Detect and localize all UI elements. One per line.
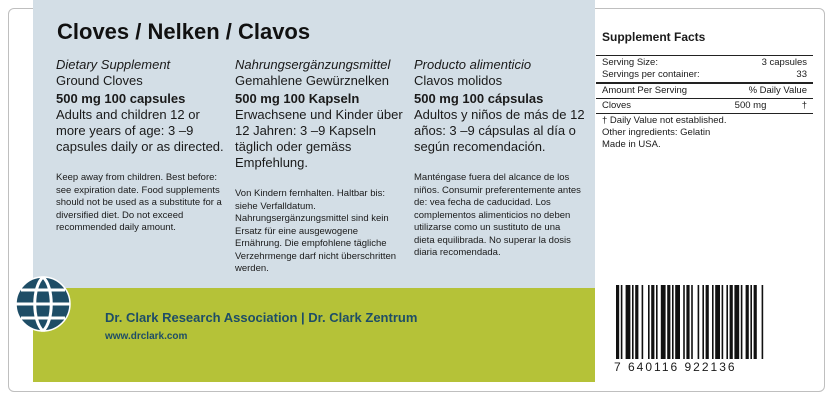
barcode-bar [746, 285, 749, 359]
category-spanish: Producto alimenticio [414, 57, 532, 72]
barcode-bar [656, 285, 658, 359]
serving-size-label: Serving Size: [602, 57, 658, 68]
barcode-bar [706, 285, 709, 359]
supplement-facts [596, 30, 813, 151]
barcode-bar [702, 285, 704, 359]
barcode-bar [672, 285, 674, 359]
barcode-bar [750, 285, 752, 359]
barcode-bar [712, 285, 714, 359]
english-column [56, 57, 228, 155]
german-column [235, 57, 407, 171]
barcode-bar [667, 285, 670, 359]
barcode-bar [683, 285, 685, 359]
product-name-spanish: Clavos molidos [414, 73, 503, 88]
facts-rule [596, 55, 813, 56]
barcode-bar [686, 285, 689, 359]
barcode-bar [675, 285, 680, 359]
warning-german: Von Kindern fernhalten. Haltbar bis: siehe Verfalldatum. Nahrungsergänzungsmittel sind kein Ersatz für eine ausgewogene Ernährung. Die empfohlene tägliche Verzehrmenge darf nicht überschritten werden. [235, 188, 397, 274]
barcode-bar [691, 285, 693, 359]
serving-size-value: 3 capsules [761, 57, 807, 68]
ingredient-amount: 500 mg [734, 100, 767, 111]
barcode-bar [632, 285, 634, 359]
barcode-bar [626, 285, 631, 359]
ingredient-amount-group [735, 100, 807, 112]
directions-german: Erwachsene und Kinder über 12 Jahren: 3 –9 Kapseln täglich oder gemäss Empfehlung. [235, 107, 403, 170]
spanish-column [414, 57, 586, 155]
amount-header-row [596, 85, 813, 97]
barcode-bar [698, 285, 700, 359]
barcode-bar [722, 285, 724, 359]
warning-spanish: Manténgase fuera del alcance de los niños. Consumir preferentemente antes de: vea fecha de caducidad. Los complementos alimenticios no deben utilizarse como un sustituto de una dieta equilibrada. No superar la dosis diaria recomendada. [414, 172, 581, 258]
amount-header: Amount Per Serving [602, 85, 688, 96]
barcode-bar [754, 285, 757, 359]
servings-per-container-row [596, 69, 813, 81]
barcode-bar [762, 285, 764, 359]
brand-name: Dr. Clark Research Association | Dr. Clark Zentrum [105, 310, 418, 325]
quantity-german: 500 mg 100 Kapseln [235, 91, 360, 106]
supplement-facts-title: Supplement Facts [602, 30, 706, 44]
quantity-spanish: 500 mg 100 cápsulas [414, 91, 544, 106]
barcode-number: 7 640116 922136 [614, 360, 737, 374]
category-english: Dietary Supplement [56, 57, 171, 72]
product-name-english: Ground Cloves [56, 73, 143, 88]
directions-english: Adults and children 12 or more years of age: 3 –9 capsules daily or as directed. [56, 107, 224, 154]
directions-spanish: Adultos y niños de más de 12 años: 3 –9 cápsulas al día o según recomendación. [414, 107, 585, 154]
servings-value: 33 [796, 69, 807, 80]
barcode [614, 285, 815, 359]
facts-rule [596, 98, 813, 99]
facts-rule [596, 113, 813, 114]
ingredient-row [596, 100, 813, 112]
barcode-bar [621, 285, 623, 359]
quantity-english: 500 mg 100 capsules [56, 91, 186, 106]
other-ingredients: Other ingredients: Gelatin [602, 127, 711, 138]
barcode-bar [635, 285, 638, 359]
daily-value-footnote: † Daily Value not established. [602, 115, 727, 126]
serving-size-row [596, 57, 813, 69]
servings-label: Servings per container: [602, 69, 700, 80]
product-name-german: Gemahlene Gewürznelken [235, 73, 389, 88]
barcode-bar [661, 285, 666, 359]
globe-icon [14, 275, 72, 333]
warning-english: Keep away from children. Best before: see expiration date. Food supplements should not be used as a substitute for a diversified diet. Do not exceed recommended daily amount. [56, 172, 222, 233]
barcode-bar [734, 285, 739, 359]
daily-value-header: % Daily Value [748, 85, 807, 96]
category-german: Nahrungsergänzungsmittel [235, 57, 391, 72]
made-in: Made in USA. [602, 139, 661, 150]
ingredient-name: Cloves [602, 100, 632, 111]
barcode-bar [730, 285, 733, 359]
barcode-bar [616, 285, 619, 359]
website-link[interactable]: www.drclark.com [105, 331, 188, 342]
barcode-bar [642, 285, 644, 359]
product-title: Cloves / Nelken / Clavos [57, 19, 311, 44]
barcode-bar [651, 285, 654, 359]
barcode-bar [715, 285, 720, 359]
barcode-bar [648, 285, 650, 359]
facts-rule-thick [596, 82, 813, 84]
barcode-bar [741, 285, 743, 359]
ingredient-daily-value: † [801, 100, 807, 111]
barcode-bar [726, 285, 728, 359]
